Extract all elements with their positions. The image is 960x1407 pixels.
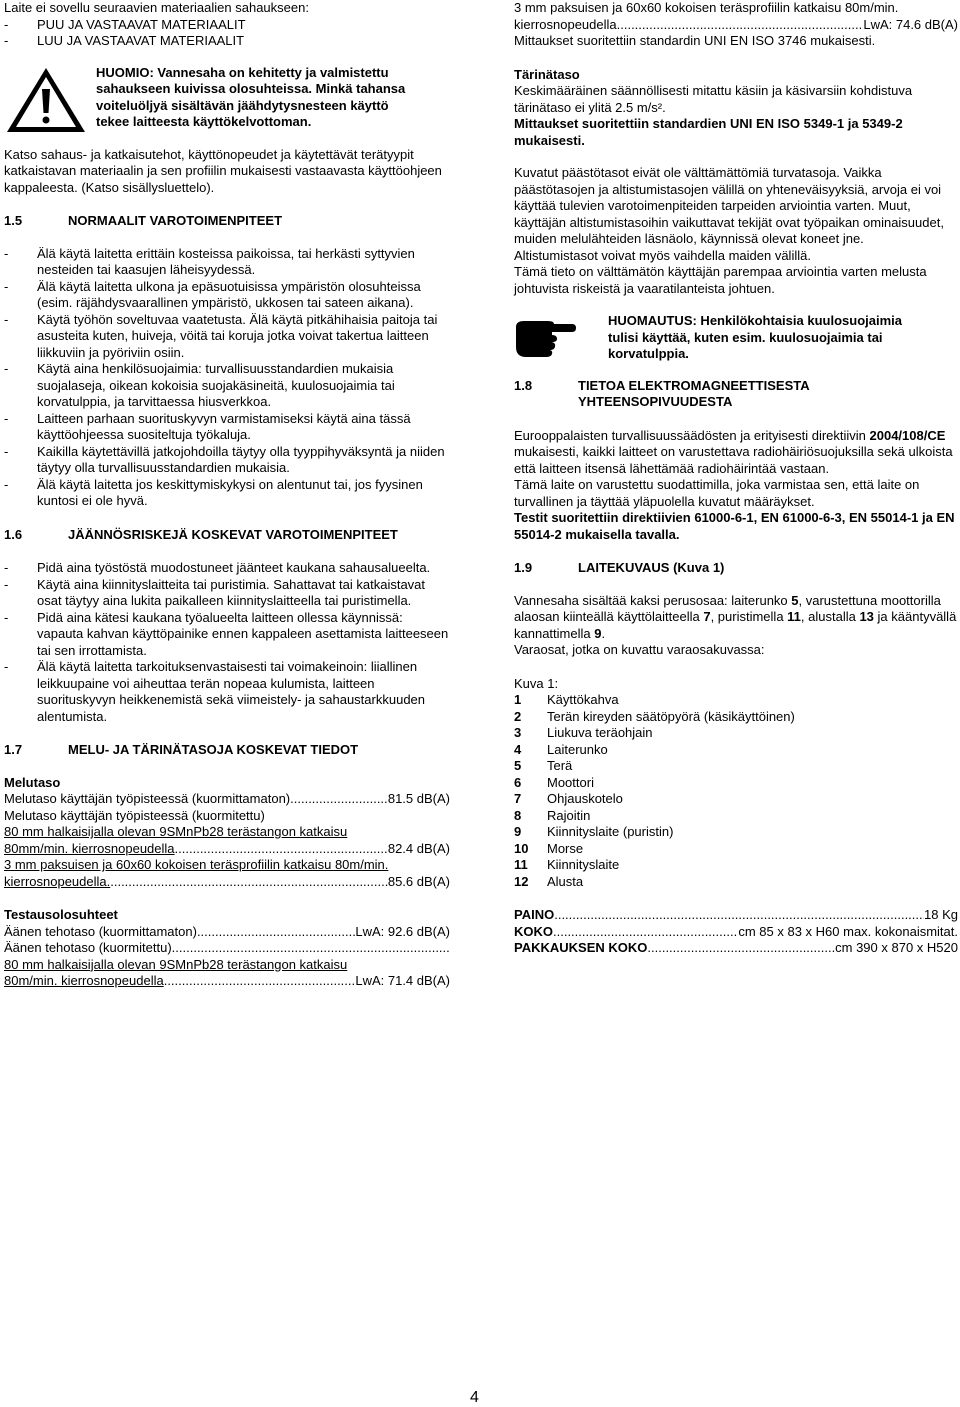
section-heading-1-6: 1.6 JÄÄNNÖSRISKEJÄ KOSKEVAT VAROTOIMENPITEET bbox=[4, 526, 398, 542]
part-item: 9 Kiinnityslaite (puristin) bbox=[514, 824, 674, 839]
list-item: - Älä käytä laitetta erittäin kosteissa paikoissa, tai herkästi syttyvien nesteiden tai kaasujen läheisyydessä. bbox=[4, 245, 415, 277]
test-row: 80m/min. kierrosnopeudella ..... LwA: 71.4 dB(A) bbox=[4, 973, 450, 990]
list-item: - Käytä aina henkilösuojaimia: turvallisuusstandardien mukaisia suojalaseja, oikean kokoisia suojakäsineitä, kuulosuojaimia tai korvatulppia, ja tarvittaessa hiusverkkoa. bbox=[4, 361, 395, 409]
noise-row: kierrosnopeudella. ..... 85.6 dB(A) bbox=[4, 874, 450, 891]
noise-row: Melutaso käyttäjän työpisteessä (kuormittamaton) ..... 81.5 dB(A) bbox=[4, 791, 450, 808]
part-item: 2 Terän kireyden säätöpyörä (käsikäyttöinen) bbox=[514, 708, 795, 724]
spec-row: KOKO ..... cm 85 x 83 x H60 max. kokonaismitat. bbox=[514, 924, 958, 941]
list-item: - Pidä aina työstöstä muodostuneet jäänteet kaukana sahausalueelta. bbox=[4, 560, 431, 575]
noise-row: kierrosnopeudella. ..... LwA: 74.6 dB(A) bbox=[514, 17, 958, 34]
list-item: - Älä käytä laitetta tarkoituksenvastaisesti tai voimakeinoin: liiallinen leikkuupaine voi aiheuttaa terän nopeaa kulumista, laitteen suorituskyvyn heikkenemistä sekä viimeistely- ja sahaustarkkuuden alentumista. bbox=[4, 659, 426, 724]
section-heading-1-7: 1.7 MELU- JA TÄRINÄTASOJA KOSKEVAT TIEDOT bbox=[4, 742, 359, 757]
test-row: Äänen tehotaso (kuormitettu) ..... bbox=[4, 940, 450, 957]
list-item: - Käytä aina kiinnityslaitteita tai puristimia. Sahattavat tai katkaistavat osat täytyy aina lukita paikalleen kiinnityslaitteella tai puristimella. bbox=[4, 576, 426, 608]
part-item: 1 Käyttökahva bbox=[514, 692, 619, 707]
noise-block bbox=[4, 775, 450, 990]
material-item: - LUU JA VASTAAVAT MATERIAALIT bbox=[4, 33, 245, 48]
vibration-text: Keskimääräinen säännöllisesti mitattu käsiin ja käsivarsiin kohdistuva tärinätaso ei ylitä 2.5 m/s². bbox=[514, 83, 913, 115]
part-item: 5 Terä bbox=[514, 758, 573, 773]
description-paragraph: Vannesaha sisältää kaksi perusosaa: laiterunko 5, varustettuna moottorilla alaosan kiinteällä käyttölaitteella 7, puristimella 11, alustalla 13 ja kääntyvällä kannattimella 9. bbox=[514, 592, 957, 641]
note-block bbox=[514, 313, 958, 363]
noise-row: 3 mm paksuisen ja 60x60 kokoisen teräsprofiilin katkaisu 80m/min. bbox=[514, 0, 899, 15]
list-item: - Käytä työhön soveltuvaa vaatetusta. Älä käytä pitkähihaisia paitoja tai asusteita kuten, huiveja, vöitä tai koruja jotka voivat takertua laitteen liikkuviin ja pyöriviin osiin. bbox=[4, 311, 438, 360]
reference-paragraph: Katso sahaus- ja katkaisutehot, käyttönopeudet ja käytettävät terätyypit katkaistavan materiaalin ja sen profiilin mukaisesti vastaavasta käyttöohjeen kappaleesta. (Katso sisällysluettelo). bbox=[4, 146, 442, 195]
part-item: 12 Alusta bbox=[514, 873, 584, 889]
vibration-standard: Mittaukset suoritettiin standardien UNI EN ISO 5349-1 ja 5349-2 mukaisesti. bbox=[514, 116, 903, 148]
intro-text: Laite ei sovellu seuraavien materiaalien sahaukseen: bbox=[4, 0, 309, 15]
warning-line: sahaukseen kuivissa olosuhteissa. Minkä tahansa bbox=[96, 81, 406, 96]
precautions-list bbox=[4, 246, 450, 510]
section-heading-1-9: 1.9 LAITEKUVAUS (Kuva 1) bbox=[514, 560, 725, 575]
warning-line: tekee laitteesta käyttökelvottoman. bbox=[96, 114, 312, 129]
figure-label: Kuva 1: bbox=[514, 675, 559, 691]
vibration-paragraph: Altistumistasot voivat myös vaihdella maiden välillä. bbox=[514, 247, 811, 263]
note-line: korvatulppia. bbox=[608, 346, 689, 361]
spec-row: PAKKAUKSEN KOKO ..... cm 390 x 870 x H520 bbox=[514, 940, 958, 957]
list-item: - Kaikilla käytettävillä jatkojohdoilla täytyy olla tyyppihyväksyntä ja niiden täytyy olla turvallisuusstandardien mukaisia. bbox=[4, 443, 445, 475]
warning-block bbox=[4, 65, 450, 131]
page-number: 4 bbox=[470, 1389, 479, 1406]
section-heading-1-5: 1.5 NORMAALIT VAROTOIMENPITEET bbox=[4, 213, 283, 228]
warning-line: HUOMIO: Vannesaha on kehitetty ja valmistettu bbox=[96, 64, 389, 80]
test-title: Testausolosuhteet bbox=[4, 907, 118, 922]
warning-line: voiteluöljyä sisältävän jäähdytysnesteen käyttö bbox=[96, 97, 389, 113]
section-heading-1-8: 1.8 TIETOA ELEKTROMAGNEETTISESTA YHTEENSOPIVUUDESTA bbox=[514, 377, 810, 409]
part-item: 3 Liukuva teräohjain bbox=[514, 725, 653, 740]
list-item: - Älä käytä laitetta ulkona ja epäsuotuisissa ympäristön olosuhteissa (esim. räjähdysvaarallinen ympäristö, ukkosen tai sateen aikana). bbox=[4, 278, 421, 310]
test-row: Äänen tehotaso (kuormittamaton) ..... LwA: 92.6 dB(A) bbox=[4, 924, 450, 941]
standard-note: Mittaukset suoritettiin standardin UNI EN ISO 3746 mukaisesti. bbox=[514, 33, 876, 48]
spec-row: PAINO ..... 18 Kg bbox=[514, 907, 958, 924]
part-item: 4 Laiterunko bbox=[514, 741, 608, 757]
noise-row: 80mm/min. kierrosnopeudella ..... 82.4 dB(A) bbox=[4, 841, 450, 858]
note-line: tulisi käyttää, kuten esim. kuulosuojaimia tai bbox=[608, 329, 883, 345]
note-line: HUOMAUTUS: Henkilökohtaisia kuulosuojaimia bbox=[608, 313, 902, 328]
list-item: - Laitteen parhaan suorituskyvyn varmistamiseksi käytä aina tässä käyttöohjeessa suositeltuja työkaluja. bbox=[4, 410, 411, 442]
part-item: 7 Ohjauskotelo bbox=[514, 791, 623, 806]
noise-row: Melutaso käyttäjän työpisteessä (kuormitettu) bbox=[4, 807, 265, 823]
noise-title: Melutaso bbox=[4, 774, 61, 790]
material-item: - PUU JA VASTAAVAT MATERIAALIT bbox=[4, 16, 246, 32]
vibration-paragraph: Kuvatut päästötasot eivät ole välttämättömiä turvatasoja. Vaikka päästötasojen ja altistumistasojen välillä on yhteneväisyyksiä, arvoja ei voi käyttää tulevien varotoimenpiteiden tarpeiden arviointia varten. Muut, käyttäjän altistumistasoihin vaikuttavat tekijät ovat työpaikan ominaisuudet, muiden melulähteiden läsnäolo, käynnissä olevat koneet jne. bbox=[514, 165, 944, 246]
noise-row: 80 mm halkaisijalla olevan 9SMnPb28 terästangon katkaisu bbox=[4, 824, 348, 839]
part-item: 6 Moottori bbox=[514, 774, 594, 790]
part-item: 11 Kiinnityslaite bbox=[514, 857, 620, 872]
warning-icon bbox=[4, 65, 88, 135]
left-column bbox=[4, 0, 450, 990]
emc-paragraph: Tämä laite on varustettu suodattimilla, joka varmistaa sen, että laite on turvallinen ja täyttää yläpuolella kuvatut määräykset. bbox=[514, 477, 920, 509]
part-item: 10 Morse bbox=[514, 840, 584, 856]
residual-risk-list bbox=[4, 560, 450, 725]
emc-paragraph: Eurooppalaisten turvallisuussäädösten ja erityisesti direktiivin 2004/108/CE mukaisesti, kaikki laitteet on varustettava radiohäiriösuojuksilla sekä ulkoista että laitteen itsensä lähettämää radiohäirintää vastaan. bbox=[514, 427, 953, 476]
specs-block bbox=[514, 907, 958, 957]
emc-tests: Testit suoritettiin direktiivien 61000-6-1, EN 61000-6-3, EN 55014-1 ja EN 55014-2 mukaisella tavalla. bbox=[514, 510, 955, 542]
parts-list bbox=[514, 692, 958, 890]
list-item: - Älä käytä laitetta jos keskittymiskykysi on alentunut tai, jos fyysinen kuntosi ei ole hyvä. bbox=[4, 476, 423, 508]
part-item: 8 Rajoitin bbox=[514, 807, 591, 823]
vibration-paragraph: Tämä tieto on välttämätön käyttäjän parempaa arviointia varten melusta johtuvista riskeistä ja vaaratilanteista johtuen. bbox=[514, 264, 927, 296]
noise-row: 3 mm paksuisen ja 60x60 kokoisen teräsprofiilin katkaisu 80m/min. bbox=[4, 857, 389, 872]
pointing-hand-icon bbox=[514, 313, 576, 357]
test-row: 80 mm halkaisijalla olevan 9SMnPb28 terästangon katkaisu bbox=[4, 956, 348, 972]
list-item: - Pidä aina kätesi kaukana työalueelta laitteen ollessa käynnissä: vapauta kahvan käyttöpainike ennen kappaleen asettamista laitteeseen tai sen irrottamista. bbox=[4, 609, 449, 658]
right-column bbox=[514, 0, 958, 957]
vibration-title: Tärinätaso bbox=[514, 66, 580, 82]
description-paragraph: Varaosat, jotka on kuvattu varaosakuvassa: bbox=[514, 642, 765, 657]
